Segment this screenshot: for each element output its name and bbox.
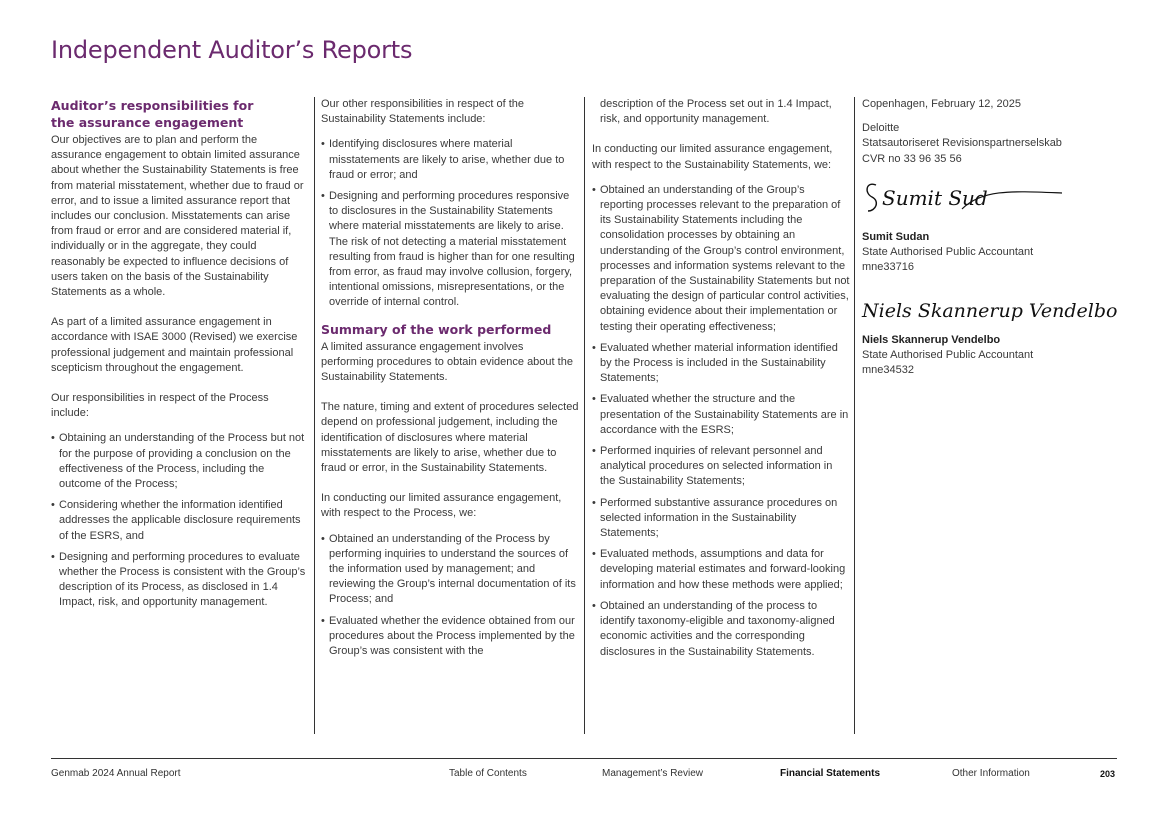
signer-title: State Authorised Public Accountant: [862, 246, 1034, 259]
signer-id: mne34532: [862, 364, 914, 377]
firm-legal-name: Statsautoriseret Revisionspartnerselskab: [862, 137, 1062, 150]
list-item: • Obtaining an understanding of the Process but not for the purpose of providing a conclusion on the effectiveness of the Process, including the outcome of the Process;: [51, 431, 307, 492]
heading-line-2: the assurance engagement: [51, 115, 244, 130]
list-item: • Obtained an understanding of the Group’s reporting processes relevant to the preparation of its Sustainability Statements including the consolidation processes by obtaining an understanding of the Group’s control environment, processes and information systems relevant to the preparation of the Sustainability Statements but not evaluating the design of particular control activities, obtaining evidence about their implementation or testing their operating effectiveness;: [592, 183, 850, 335]
column-4: [862, 97, 1118, 378]
signature-text: Niels Skannerup Vendelbo: [862, 299, 1118, 322]
column-3: [592, 97, 850, 675]
heading-line-1: Auditor’s responsibilities for: [51, 98, 254, 113]
footer-link-other-information[interactable]: Other Information: [952, 768, 1030, 779]
signer-title: State Authorised Public Accountant: [862, 349, 1034, 362]
footer-link-table-of-contents[interactable]: Table of Contents: [449, 768, 527, 779]
list-item: • Performed substantive assurance procedures on selected information in the Sustainability Statements;: [592, 496, 850, 542]
paragraph: A limited assurance engagement involves performing procedures to obtain evidence about the Sustainability Statements.: [321, 340, 573, 384]
signature-sumit-sudan: [862, 171, 1072, 221]
firm-cvr: CVR no 33 96 35 56: [862, 152, 962, 165]
firm-name: Deloitte: [862, 122, 900, 135]
paragraph: Our objectives are to plan and perform the assurance engagement to obtain limited assurance about whether the Sustainability Statements is free from material misstatement, whether due to fraud or error, and to issue a limited assurance report that includes our conclusion. Misstatements can arise from fraud or error and are considered material if, individually or in the aggregate, they could reasonably be expected to influence decisions of users taken on the basis of the Sustainability Statements as a whole.: [51, 134, 304, 299]
list-item: • Obtained an understanding of the process to identify taxonomy-eligible and taxonomy-aligned economic activities and the corresponding disclosures in the Sustainability Statements.: [592, 599, 850, 660]
footer-link-financial-statements[interactable]: Financial Statements: [780, 768, 881, 779]
page-title: Independent Auditor’s Reports: [51, 36, 413, 64]
column-divider: [854, 97, 855, 734]
list-item: • Evaluated whether material information identified by the Process is included in the Sustainability Statements;: [592, 341, 850, 387]
list-item: • Evaluated whether the structure and the presentation of the Sustainability Statements are in accordance with the ESRS;: [592, 392, 850, 438]
signature-niels-skannerup-vendelbo: [862, 290, 1118, 326]
paragraph: Our other responsibilities in respect of the Sustainability Statements include:: [321, 98, 524, 126]
list-item: • Evaluated whether the evidence obtained from our procedures about the Process implemented by the Group’s was consistent with the: [321, 614, 579, 660]
firm-block: [862, 121, 1112, 167]
bullet-list: [592, 183, 850, 660]
paragraph: Our responsibilities in respect of the Process include:: [51, 392, 269, 420]
signer-id: mne33716: [862, 261, 914, 274]
column-divider: [584, 97, 585, 734]
signer-name: Sumit Sudan: [862, 231, 930, 244]
list-item: • Evaluated methods, assumptions and data for developing material estimates and forward-looking information and how these methods were applied;: [592, 547, 850, 593]
section-heading-responsibilities: [51, 97, 307, 131]
footer-divider: [51, 758, 1117, 759]
place-date: Copenhagen, February 12, 2025: [862, 98, 1022, 110]
paragraph: The nature, timing and extent of procedures selected depend on professional judgement, including the identification of disclosures where material misstatements are likely to arise, whether due to fraud or error, in the Sustainability Statements.: [321, 401, 579, 475]
bullet-list: [321, 137, 579, 310]
column-2: [321, 97, 579, 674]
continuation-text: description of the Process set out in 1.4 Impact, risk, and opportunity management.: [600, 98, 832, 126]
paragraph: In conducting our limited assurance engagement, with respect to the Sustainability Statements, we:: [592, 143, 833, 171]
column-1: [51, 97, 307, 626]
list-item: • Obtained an understanding of the Process by performing inquiries to understand the sources of the information used by management; and reviewing the Group’s internal documentation of its Process; and: [321, 532, 579, 608]
footer-link-managements-review[interactable]: Management’s Review: [602, 768, 703, 779]
list-item: • Performed inquiries of relevant personnel and analytical procedures on selected information in the Sustainability Statements;: [592, 444, 850, 490]
signer-name: Niels Skannerup Vendelbo: [862, 333, 1001, 346]
page-number: 203: [1100, 769, 1116, 779]
bullet-list: [321, 532, 579, 660]
list-item: • Considering whether the information identified addresses the applicable disclosure requirements of the ESRS, and: [51, 498, 307, 544]
list-item: • Identifying disclosures where material misstatements are likely to arise, whether due to fraud or error; and: [321, 137, 579, 183]
signature-text: Sumit Sud: [882, 185, 988, 210]
column-divider: [314, 97, 315, 734]
list-item: • Designing and performing procedures responsive to disclosures in the Sustainability Statements where material misstatements are likely to arise. The risk of not detecting a material misstatement resulting from fraud is higher than for one resulting from error, as fraud may involve collusion, forgery, intentional omissions, misrepresentations, or the override of internal control.: [321, 189, 579, 311]
section-heading-work-performed: Summary of the work performed: [321, 321, 552, 337]
footer-report-title: Genmab 2024 Annual Report: [51, 768, 181, 779]
list-item: • Designing and performing procedures to evaluate whether the Process is consistent with the Group’s description of its Process, as disclosed in 1.4 Impact, risk, and opportunity management.: [51, 550, 307, 611]
bullet-list: [51, 431, 307, 610]
paragraph: As part of a limited assurance engagement in accordance with ISAE 3000 (Revised) we exercise professional judgement and maintain professional scepticism throughout the engagement.: [51, 316, 298, 374]
paragraph: In conducting our limited assurance engagement, with respect to the Process, we:: [321, 492, 562, 520]
